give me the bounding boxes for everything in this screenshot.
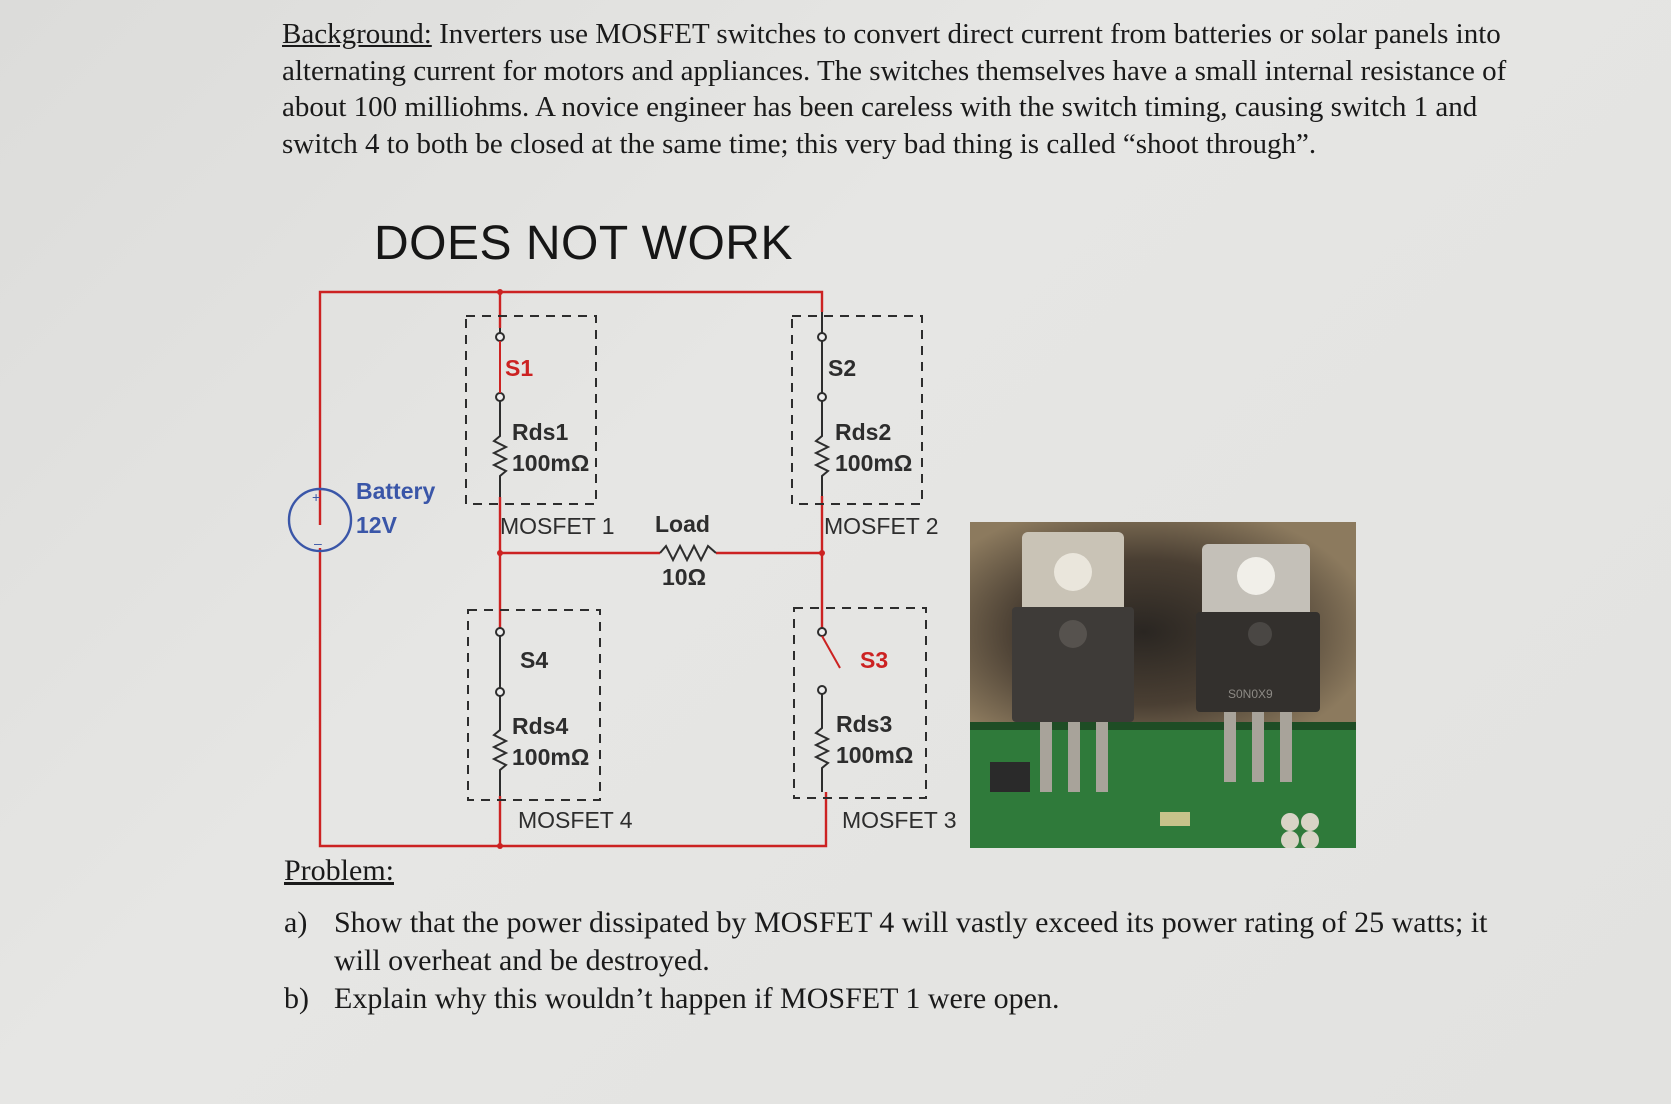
battery-plus-sign: + — [312, 489, 321, 505]
rds-2-value: 100mΩ — [835, 450, 913, 476]
rds-3-value: 100mΩ — [836, 742, 914, 768]
mosfet-2-internals — [816, 312, 828, 496]
rds-4-value: 100mΩ — [512, 744, 590, 770]
mosfet-1-internals — [494, 328, 506, 497]
problem-item-b-text: Explain why this wouldn’t happen if MOSFET 1 were open. — [334, 982, 1060, 1015]
mosfet-4-box — [468, 610, 600, 800]
rds-3-label: Rds3 — [836, 711, 893, 737]
circuit-heading: DOES NOT WORK — [374, 217, 793, 270]
burned-mosfet-illustration — [970, 522, 1356, 848]
mosfet-1-label: MOSFET 1 — [500, 513, 615, 539]
switch-2-label: S2 — [828, 355, 857, 381]
mosfet-4-label: MOSFET 4 — [518, 807, 633, 833]
load-name: Load — [655, 511, 710, 537]
background-text: Inverters use MOSFET switches to convert direct current from batteries or solar panels into alternating current for motors and appliances. The switches themselves have a small internal resistance of about 100 milliohms. A novice engineer has been careless with the switch timing, causing switch 1 and switch 4 to both be closed at the same time; this very bad thing is called “shoot through”. — [282, 18, 1507, 160]
mosfet-4-internals — [494, 628, 506, 796]
rds-2-label: Rds2 — [835, 419, 892, 445]
battery-minus-sign: – — [314, 535, 322, 551]
problem-item-a-text: Show that the power dissipated by MOSFET 4 will vastly exceed its power rating of 25 watts; it will overheat and be destroyed. — [334, 906, 1488, 977]
switch-4-label: S4 — [520, 647, 549, 673]
problem-item-a-letter: a) — [284, 906, 308, 939]
rds-4-label: Rds4 — [512, 713, 569, 739]
background-label: Background: — [282, 18, 432, 50]
switch-3-label: S3 — [860, 647, 889, 673]
rds-1-label: Rds1 — [512, 419, 569, 445]
mosfet-3-label: MOSFET 3 — [842, 807, 957, 833]
chip-marking: S0N0X9 — [1228, 687, 1273, 701]
problem-title: Problem: — [284, 854, 394, 887]
load-value: 10Ω — [662, 564, 707, 590]
battery-voltage: 12V — [356, 512, 397, 538]
mosfet-2-label: MOSFET 2 — [824, 513, 939, 539]
load-resistor — [660, 546, 716, 560]
mosfet-3-box — [794, 608, 926, 798]
rds-1-value: 100mΩ — [512, 450, 590, 476]
switch-1-label: S1 — [505, 355, 534, 381]
battery-name: Battery — [356, 478, 436, 504]
problem-item-b-letter: b) — [284, 982, 309, 1015]
burned-mosfet-photo — [970, 522, 1356, 848]
